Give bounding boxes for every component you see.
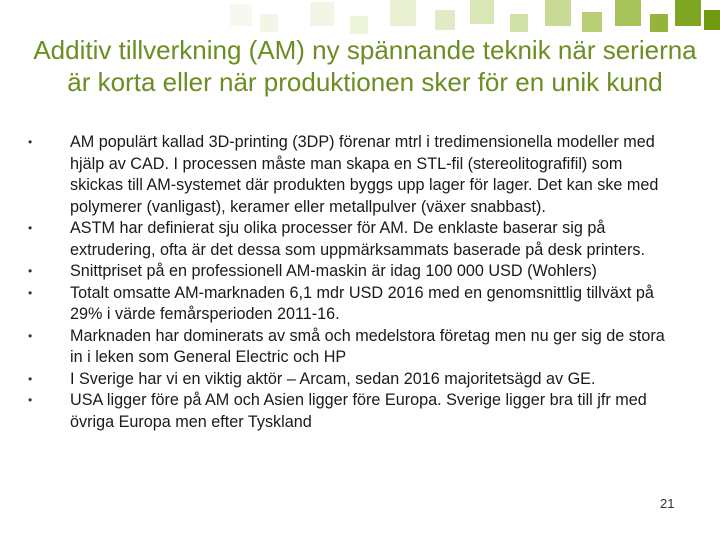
bullet-text: AM populärt kallad 3D-printing (3DP) förenar mtrl i tredimensionella modeller med hjälp av CAD. I processen måste man skapa en STL-fil (stereolitografifil) som skickas till AM-systemet där produkten byggs upp lager för lager. Det kan ske med polymerer (vanligast), keramer eller metallpulver (växer snabbast). — [70, 133, 659, 216]
deco-square — [390, 0, 416, 26]
bullet-list — [28, 132, 668, 433]
bullet-marker: • — [28, 328, 33, 343]
deco-square — [704, 10, 720, 30]
bullet-marker: • — [28, 135, 33, 149]
bullet-marker: • — [28, 285, 33, 300]
deco-square — [675, 0, 701, 26]
deco-square — [350, 16, 368, 34]
slide-title: Additiv tillverkning (AM) ny spännande teknik när serierna är korta eller när produktionen sker för en unik kund — [33, 35, 697, 97]
bullet-item — [28, 283, 668, 326]
deco-square — [650, 14, 668, 32]
bullet-text: Snittpriset på en professionell AM-maskin är idag 100 000 USD (Wohlers) — [70, 262, 597, 280]
bullet-item — [28, 326, 668, 369]
bullet-marker: • — [28, 371, 33, 386]
bullet-text: Marknaden har dominerats av små och medelstora företag men nu ger sig de stora in i leken som General Electric och HP — [70, 326, 665, 366]
bullet-marker: • — [28, 264, 33, 278]
bullet-text: ASTM har definierat sju olika processer för AM. De enklaste baserar sig på extrudering, ofta är det dessa som uppmärksammats baserade på desk printers. — [70, 219, 645, 259]
deco-square — [615, 0, 641, 26]
bullet-item — [28, 132, 668, 218]
deco-square — [470, 0, 494, 24]
bullet-text: Totalt omsatte AM-marknaden 6,1 mdr USD 2016 med en genomsnittlig tillväxt på 29% i värde femårsperioden 2011-16. — [70, 283, 654, 323]
bullet-text: I Sverige har vi en viktig aktör – Arcam, sedan 2016 majoritetsägd av GE. — [70, 369, 596, 388]
bullet-item — [28, 369, 668, 391]
bullet-item — [28, 390, 668, 433]
bullet-item — [28, 218, 668, 261]
deco-square — [545, 0, 571, 26]
bullet-marker: • — [28, 393, 33, 407]
deco-square — [582, 12, 602, 32]
bullet-marker: • — [28, 221, 33, 235]
bullet-text: USA ligger före på AM och Asien ligger före Europa. Sverige ligger bra till jfr med övriga Europa men efter Tyskland — [70, 391, 647, 431]
page-number: 21 — [660, 496, 675, 511]
deco-square — [510, 14, 528, 32]
deco-square — [260, 14, 278, 32]
bullet-item — [28, 261, 668, 283]
deco-square — [230, 4, 252, 26]
deco-square — [435, 10, 455, 30]
deco-square — [310, 2, 334, 26]
